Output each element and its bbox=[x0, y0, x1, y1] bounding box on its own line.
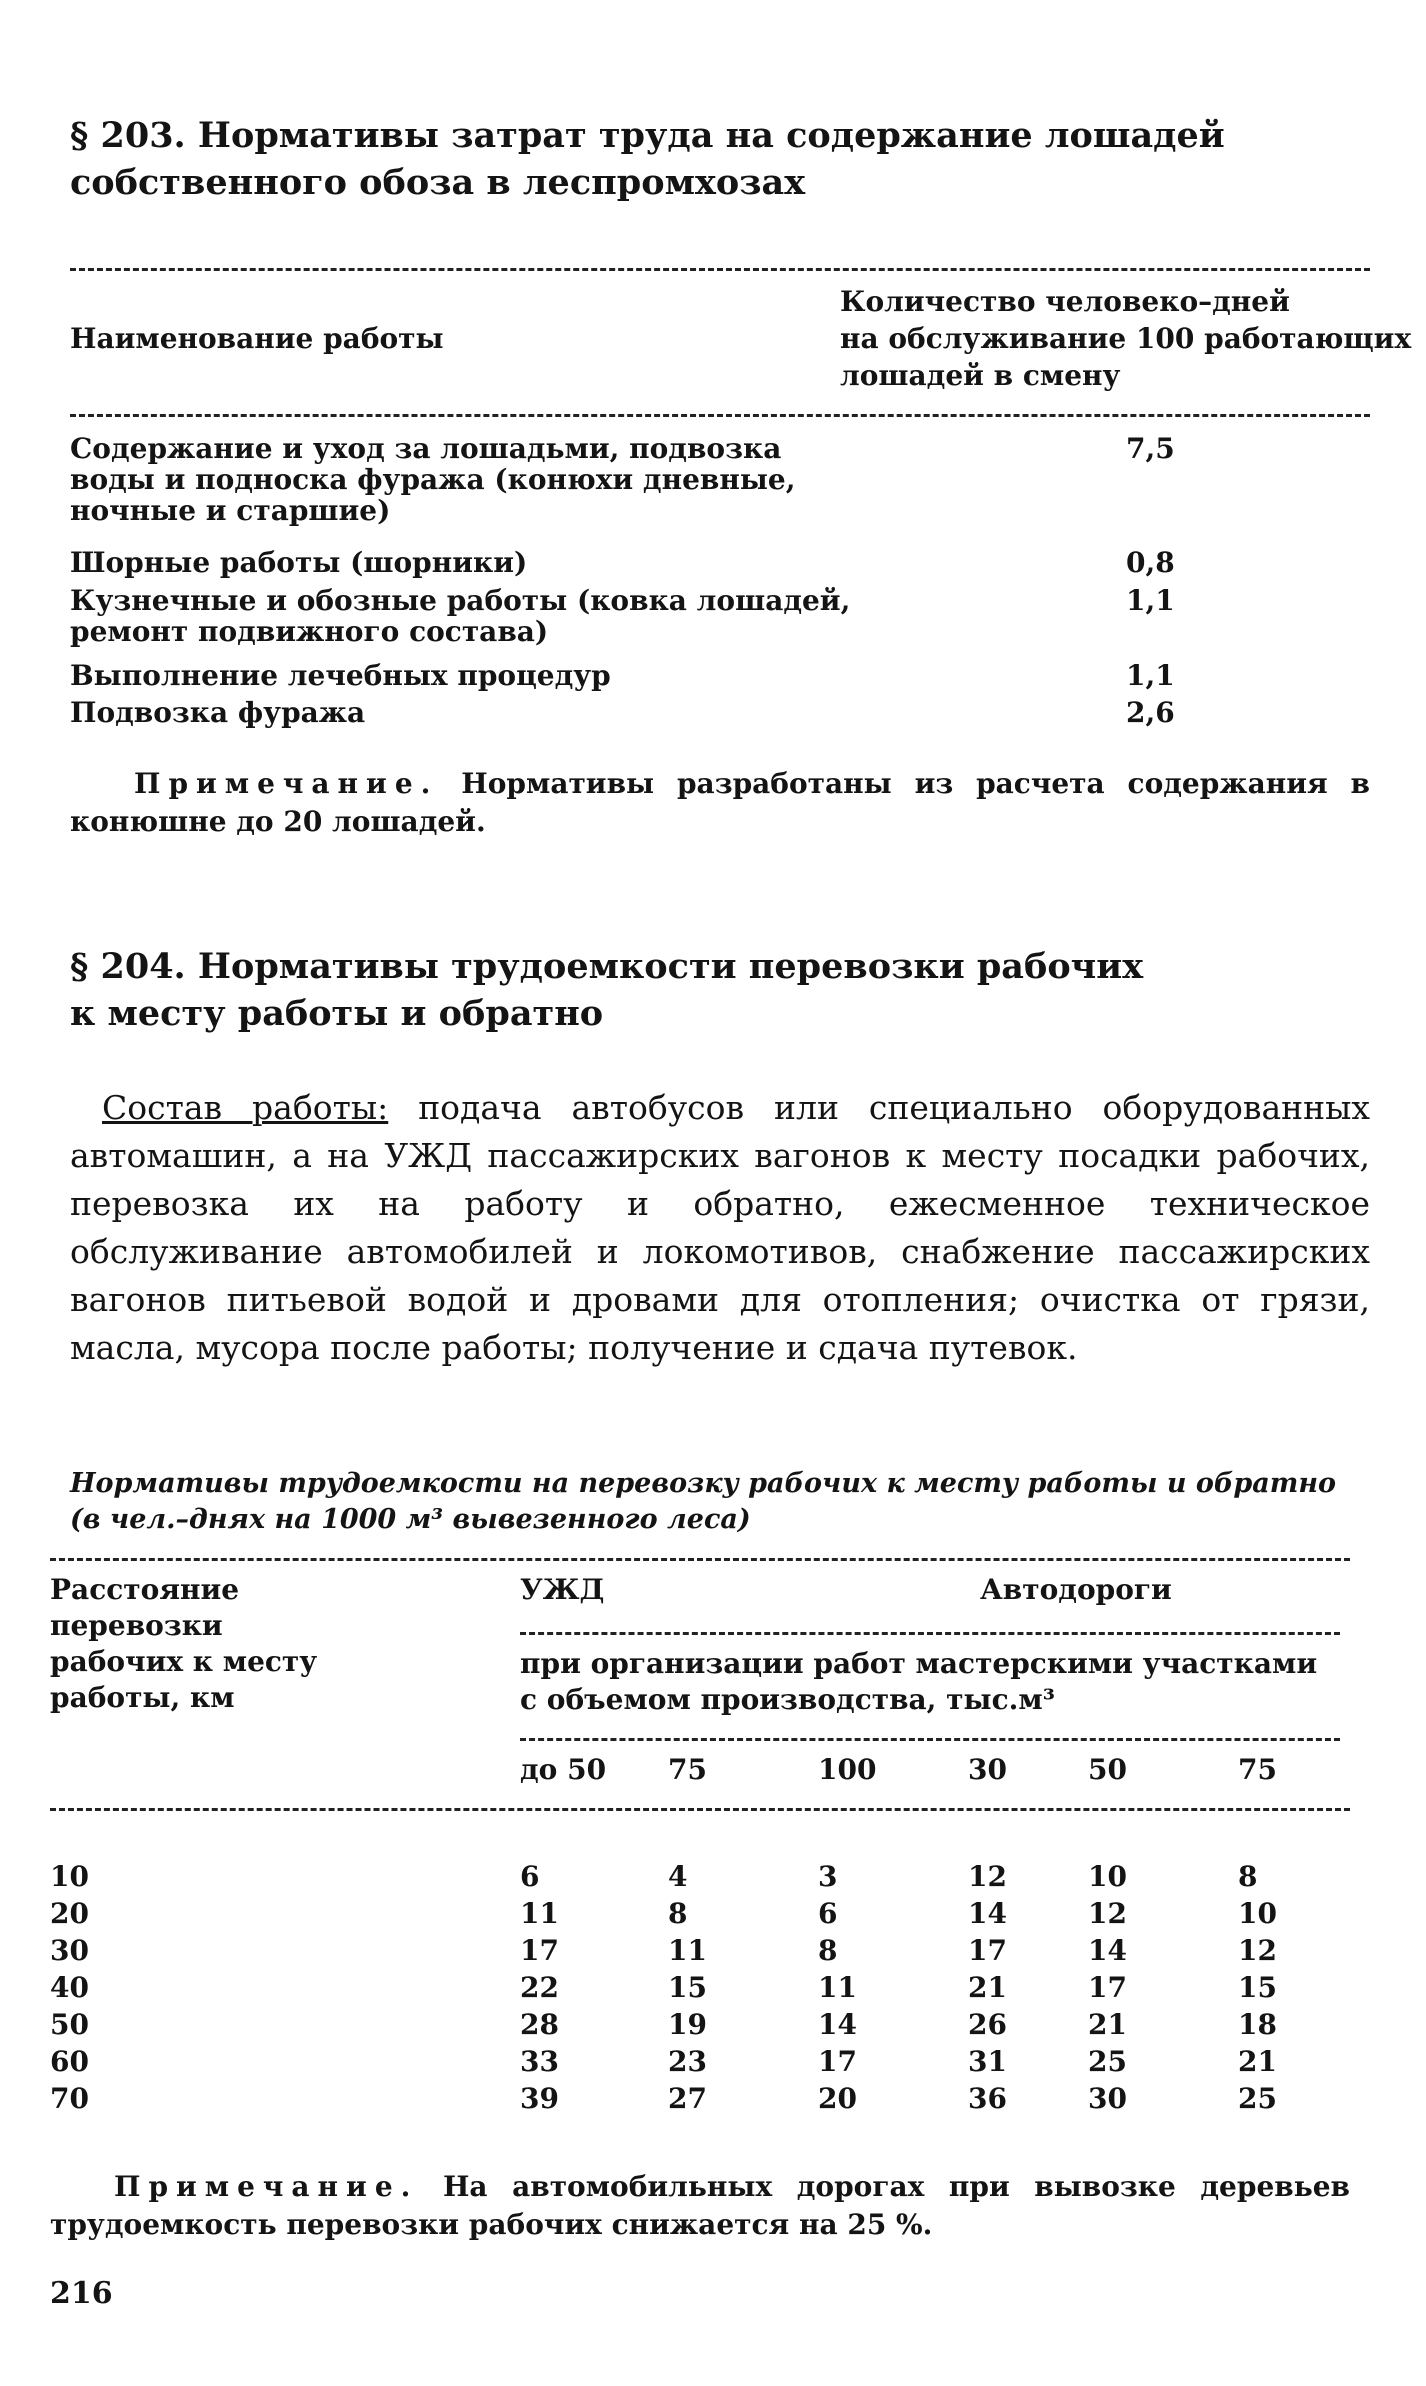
composition-label: Состав работы: bbox=[102, 1088, 389, 1127]
table-203-col-name-header: Наименование работы bbox=[70, 322, 444, 355]
value-cell: 8 bbox=[818, 1934, 838, 1967]
value-cell: 11 bbox=[668, 1934, 707, 1967]
value-cell: 21 bbox=[1088, 2008, 1127, 2041]
note-text: Нормативы разработаны из расчета содержания в конюшне до 20 лошадей. bbox=[70, 767, 1371, 838]
header-distance bbox=[50, 1572, 317, 1716]
table-row bbox=[50, 1858, 1350, 1895]
section-203-title bbox=[70, 112, 1225, 206]
table-row bbox=[50, 1932, 1350, 1969]
value-cell: 20 bbox=[818, 2082, 857, 2115]
note-label: Примечание. bbox=[134, 767, 439, 800]
value-cell: 8 bbox=[668, 1897, 688, 1930]
table-203-header-rule bbox=[70, 414, 1370, 417]
work-name bbox=[70, 585, 970, 647]
value-cell: 12 bbox=[968, 1860, 1007, 1893]
value-cell: 15 bbox=[1238, 1971, 1277, 2004]
value-cell: 14 bbox=[818, 2008, 857, 2041]
work-name-line: Подвозка фуража bbox=[70, 696, 366, 729]
value-cell: 10 bbox=[1088, 1860, 1127, 1893]
col-value-header-line: Количество человеко–дней bbox=[840, 285, 1290, 318]
value-cell: 17 bbox=[520, 1934, 559, 1967]
value-cell: 36 bbox=[968, 2082, 1007, 2115]
value-cell: 15 bbox=[668, 1971, 707, 2004]
work-value: 7,5 bbox=[1126, 432, 1175, 465]
subheader-col: 75 bbox=[1238, 1753, 1277, 1786]
caption-line: Нормативы трудоемкости на перевозку рабочих к месту работы и обратно bbox=[70, 1468, 1337, 1499]
distance-cell: 50 bbox=[50, 2008, 89, 2041]
value-cell: 22 bbox=[520, 1971, 559, 2004]
value-cell: 17 bbox=[818, 2045, 857, 2078]
note-label: Примечание. bbox=[114, 2170, 419, 2203]
table-row bbox=[70, 433, 1370, 529]
value-cell: 25 bbox=[1238, 2082, 1277, 2115]
header-org-line: с объемом производства, тыс.м³ bbox=[520, 1683, 1055, 1716]
work-name-line: ремонт подвижного состава) bbox=[70, 615, 549, 648]
table-row bbox=[50, 2080, 1350, 2117]
header-org-line: при организации работ мастерскими участками bbox=[520, 1647, 1318, 1680]
header-autoroads: Автодороги bbox=[980, 1573, 1172, 1606]
table-204-body bbox=[50, 1858, 1350, 2117]
section-203-note bbox=[70, 765, 1370, 841]
work-name bbox=[70, 697, 970, 728]
table-204-caption bbox=[70, 1466, 1370, 1538]
section-203-title-line1: § 203. Нормативы затрат труда на содержание лошадей bbox=[70, 115, 1225, 156]
header-uzhd: УЖД bbox=[520, 1573, 605, 1606]
value-cell: 25 bbox=[1088, 2045, 1127, 2078]
value-cell: 14 bbox=[968, 1897, 1007, 1930]
table-row bbox=[50, 1969, 1350, 2006]
value-cell: 3 bbox=[818, 1860, 838, 1893]
value-cell: 26 bbox=[968, 2008, 1007, 2041]
work-name-line: ночные и старшие) bbox=[70, 494, 391, 527]
header-distance-line: перевозки bbox=[50, 1609, 223, 1642]
table-203-col-value-header bbox=[840, 283, 1411, 394]
value-cell: 28 bbox=[520, 2008, 559, 2041]
table-row bbox=[70, 697, 1370, 729]
section-203-title-line2: собственного обоза в леспромхозах bbox=[70, 162, 806, 203]
work-value: 1,1 bbox=[1126, 584, 1175, 617]
work-name-line: Содержание и уход за лошадьми, подвозка bbox=[70, 432, 782, 465]
value-cell: 11 bbox=[818, 1971, 857, 2004]
value-cell: 21 bbox=[1238, 2045, 1277, 2078]
value-cell: 33 bbox=[520, 2045, 559, 2078]
subheader-col: 30 bbox=[968, 1753, 1007, 1786]
header-distance-line: Расстояние bbox=[50, 1573, 240, 1606]
subheader-col: 75 bbox=[668, 1753, 707, 1786]
distance-cell: 40 bbox=[50, 1971, 89, 2004]
caption-line: (в чел.–днях на 1000 м³ вывезенного леса) bbox=[70, 1504, 751, 1535]
value-cell: 39 bbox=[520, 2082, 559, 2115]
header-rule bbox=[520, 1738, 1340, 1741]
table-row bbox=[70, 585, 1370, 649]
header-distance-line: работы, км bbox=[50, 1681, 235, 1714]
value-cell: 31 bbox=[968, 2045, 1007, 2078]
table-row bbox=[50, 2043, 1350, 2080]
value-cell: 6 bbox=[818, 1897, 838, 1930]
table-row bbox=[50, 2006, 1350, 2043]
note-text: На автомобильных дорогах при вывозке деревьев трудоемкость перевозки рабочих снижается на 25 %. bbox=[50, 2170, 1350, 2241]
value-cell: 18 bbox=[1238, 2008, 1277, 2041]
section-204-title bbox=[70, 943, 1143, 1037]
work-value: 1,1 bbox=[1126, 659, 1175, 692]
table-204-top-rule bbox=[50, 1558, 1350, 1561]
col-value-header-line: лошадей в смену bbox=[840, 359, 1121, 392]
work-name-line: Кузнечные и обозные работы (ковка лошадей, bbox=[70, 584, 851, 617]
col-value-header-line: на обслуживание 100 работающих bbox=[840, 322, 1412, 355]
work-name bbox=[70, 660, 970, 691]
distance-cell: 10 bbox=[50, 1860, 89, 1893]
value-cell: 12 bbox=[1238, 1934, 1277, 1967]
value-cell: 8 bbox=[1238, 1860, 1258, 1893]
section-204-title-line2: к месту работы и обратно bbox=[70, 993, 604, 1034]
work-name-line: Шорные работы (шорники) bbox=[70, 546, 528, 579]
header-rule bbox=[50, 1808, 1350, 1811]
value-cell: 6 bbox=[520, 1860, 540, 1893]
work-name bbox=[70, 433, 970, 526]
value-cell: 27 bbox=[668, 2082, 707, 2115]
page-number: 216 bbox=[50, 2276, 113, 2311]
work-name-line: Выполнение лечебных процедур bbox=[70, 659, 611, 692]
table-row bbox=[50, 1895, 1350, 1932]
table-row bbox=[70, 547, 1370, 579]
value-cell: 4 bbox=[668, 1860, 688, 1893]
table-row bbox=[70, 660, 1370, 692]
work-value: 2,6 bbox=[1126, 696, 1175, 729]
value-cell: 19 bbox=[668, 2008, 707, 2041]
subheader-col: 50 bbox=[1088, 1753, 1127, 1786]
value-cell: 14 bbox=[1088, 1934, 1127, 1967]
work-composition-paragraph bbox=[70, 1084, 1370, 1372]
distance-cell: 20 bbox=[50, 1897, 89, 1930]
value-cell: 12 bbox=[1088, 1897, 1127, 1930]
distance-cell: 70 bbox=[50, 2082, 89, 2115]
value-cell: 30 bbox=[1088, 2082, 1127, 2115]
section-204-note bbox=[50, 2168, 1350, 2244]
work-name bbox=[70, 547, 970, 578]
subheader-col: до 50 bbox=[520, 1753, 607, 1786]
value-cell: 17 bbox=[1088, 1971, 1127, 2004]
work-name-line: воды и подноска фуража (конюхи дневные, bbox=[70, 463, 796, 496]
work-value: 0,8 bbox=[1126, 546, 1175, 579]
composition-text: подача автобусов или специально оборудованных автомашин, а на УЖД пассажирских вагонов к месту посадки рабочих, перевозка их на работу и обратно, ежесменное техническое обслуживание автомобилей и локомотивов, снабжение пассажирских вагонов питьевой водой и дровами для отопления; очистка от грязи, масла, мусора после работы; получение и сдача путевок. bbox=[70, 1088, 1370, 1367]
subheader-col: 100 bbox=[818, 1753, 877, 1786]
table-203-top-rule bbox=[70, 268, 1370, 271]
header-distance-line: рабочих к месту bbox=[50, 1645, 318, 1678]
distance-cell: 60 bbox=[50, 2045, 89, 2078]
distance-cell: 30 bbox=[50, 1934, 89, 1967]
value-cell: 17 bbox=[968, 1934, 1007, 1967]
value-cell: 23 bbox=[668, 2045, 707, 2078]
value-cell: 21 bbox=[968, 1971, 1007, 2004]
section-204-title-line1: § 204. Нормативы трудоемкости перевозки рабочих bbox=[70, 946, 1144, 987]
header-organization bbox=[520, 1646, 1317, 1718]
header-rule bbox=[520, 1632, 1340, 1635]
value-cell: 11 bbox=[520, 1897, 559, 1930]
value-cell: 10 bbox=[1238, 1897, 1277, 1930]
